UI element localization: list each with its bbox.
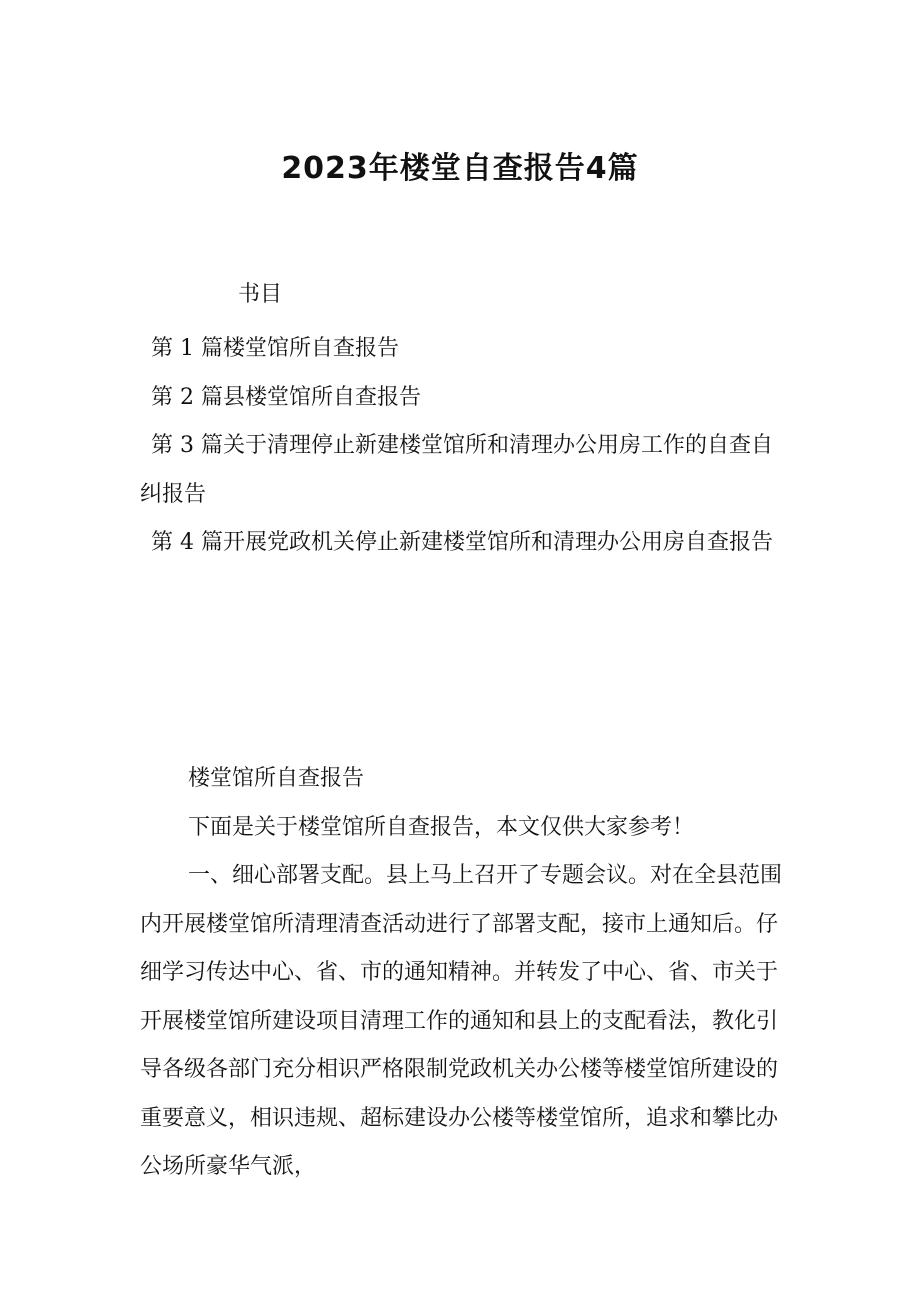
- toc-entry-4: 第 4 篇开展党政机关停止新建楼堂馆所和清理办公用房自查报告: [151, 530, 773, 555]
- toc-entry-2: 第 2 篇县楼堂馆所自查报告: [151, 384, 421, 410]
- body-paragraph: 一、细心部署支配。县上马上召开了专题会议。对在全县范围内开展楼堂馆所清理清查活动进行了部署支配，接市上通知后。仔细学习传达中心、省、市的通知精神。并转发了中心、省、市关于开展楼堂馆所建设项目清理工作的通知和县上的支配看法，教化引导各级各部门充分相识严格限制党政机关办公楼等楼堂馆所建设的重要意义，相识违规、超标建设办公楼等楼堂馆所，追求和攀比办公场所豪华气派，: [140, 863, 783, 1179]
- intro-paragraph: 下面是关于楼堂馆所自查报告，本文仅供大家参考！: [188, 814, 695, 840]
- section-heading: 楼堂馆所自查报告: [188, 766, 365, 791]
- table-of-contents: [140, 325, 790, 568]
- toc-entry-1: 第 1 篇楼堂馆所自查报告: [151, 336, 399, 361]
- toc-heading: 书目: [238, 282, 283, 307]
- document-body: [140, 755, 785, 1192]
- toc-entry-3: 第 3 篇关于清理停止新建楼堂馆所和清理办公用房工作的自查自纠报告: [140, 433, 773, 507]
- document-title: 2023年楼堂自查报告4篇: [281, 151, 639, 186]
